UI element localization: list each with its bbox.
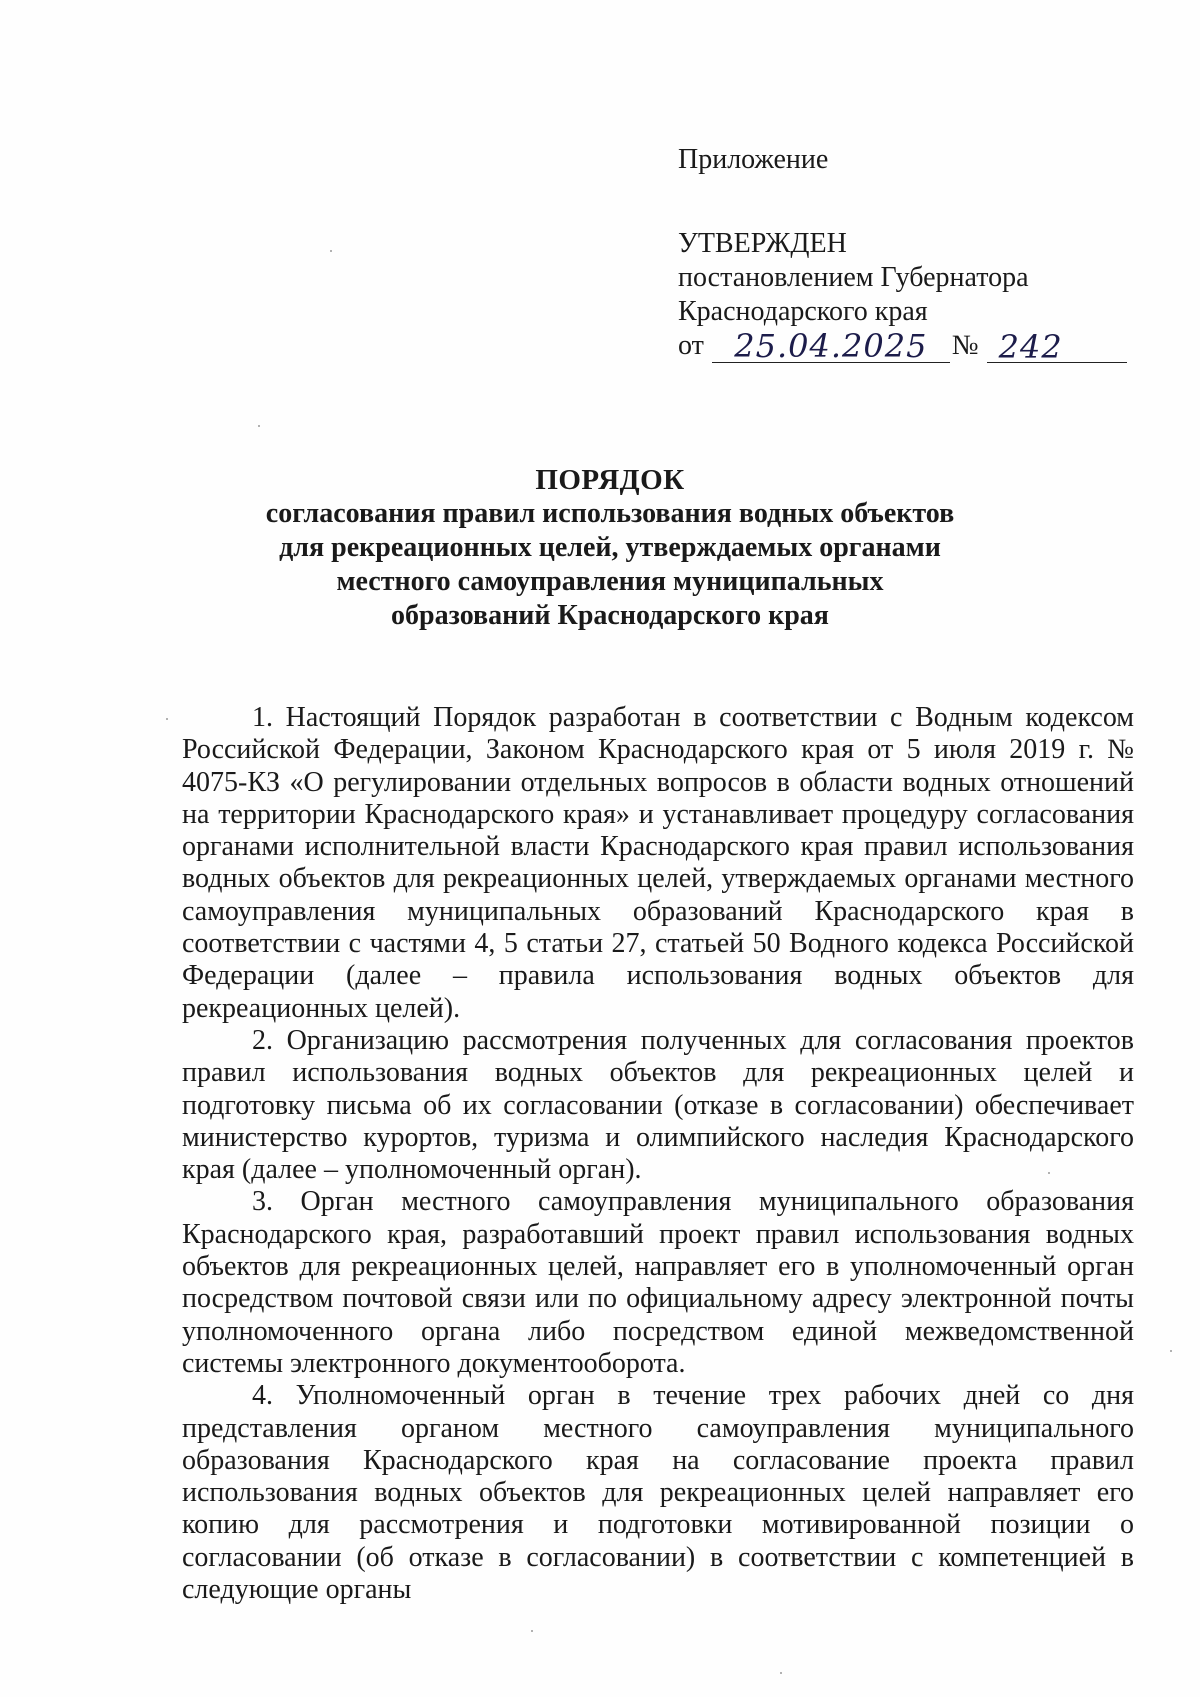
paragraph-3: 3. Орган местного самоуправления муниципального образования Краснодарского края, разработавший проект правил использования водных объектов для рекреационных целей, направляет его в уполномоченный орган посредством почтовой связи или по официальному адресу электронной почты уполномоченного органа либо посредством единой межведомственной системы электронного документооборота. bbox=[182, 1186, 1134, 1379]
scan-speck bbox=[1170, 1350, 1172, 1352]
title-line: для рекреационных целей, утверждаемых органами bbox=[279, 532, 941, 563]
number-label: № bbox=[951, 330, 979, 361]
title-line: местного самоуправления муниципальных bbox=[336, 566, 884, 597]
scan-speck bbox=[330, 250, 332, 252]
title-line: согласования правил использования водных объектов bbox=[265, 498, 955, 529]
appendix-label: Приложение bbox=[678, 144, 829, 175]
paragraph-2: 2. Организацию рассмотрения полученных для согласования проектов правил использования водных объектов для рекреационных целей и подготовку письма об их согласовании (отказе в согласовании) обеспечивает министерство курортов, туризма и олимпийского наследия Краснодарского края (далее – уполномоченный орган). bbox=[182, 1024, 1134, 1186]
paragraph-4: 4. Уполномоченный орган в течение трех рабочих дней со дня представления органом местного самоуправления муниципального образования Краснодарского края на согласование проекта правил использования водных объектов для рекреационных целей направляет его копию для рассмотрения и подготовки мотивированной позиции о согласовании (об отказе в согласовании) в соответствии с компетенцией в следующие органы bbox=[182, 1380, 1134, 1606]
decree-line-1: постановлением Губернатора bbox=[678, 262, 1029, 293]
paragraph-1: 1. Настоящий Порядок разработан в соответствии с Водным кодексом Российской Федерации, Законом Краснодарского края от 5 июля 2019 г. № 4075-КЗ «О регулировании отдельных вопросов в области водных отношений на территории Краснодарского края» и устанавливает процедуру согласования органами исполнительной власти Краснодарского края правил использования водных объектов для рекреационных целей, утверждаемых органами местного самоуправления муниципальных образований Краснодарского края в соответствии с частями 4, 5 статьи 27, статьей 50 Водного кодекса Российской Федерации (далее – правила использования водных объектов для рекреационных целей). bbox=[182, 702, 1134, 1024]
approved-label: УТВЕРЖДЕН bbox=[678, 228, 847, 259]
scan-speck bbox=[780, 1672, 782, 1674]
scan-speck bbox=[166, 718, 168, 720]
handwritten-number: 242 bbox=[987, 333, 1127, 363]
from-label: от bbox=[678, 330, 704, 361]
scan-speck bbox=[258, 425, 260, 427]
date-number-row bbox=[678, 327, 1128, 366]
document-body bbox=[182, 702, 1134, 1606]
document-title: ПОРЯДОК bbox=[535, 464, 685, 496]
title-line: образований Краснодарского края bbox=[391, 600, 829, 631]
decree-line-2: Краснодарского края bbox=[678, 296, 928, 327]
approval-block bbox=[678, 143, 1128, 366]
handwritten-date: 25.04.2025 bbox=[712, 332, 950, 363]
scan-speck bbox=[1048, 1172, 1050, 1174]
scan-speck bbox=[531, 1630, 533, 1632]
document-title-block bbox=[180, 463, 1040, 633]
